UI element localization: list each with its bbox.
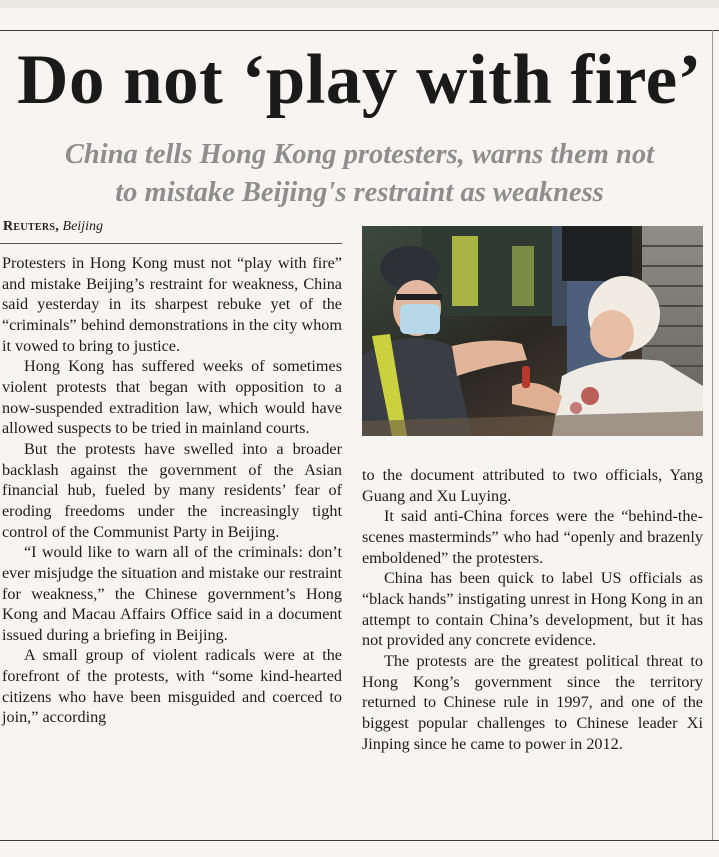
article-paragraph: The protests are the greatest political threat to Hong Kong’s government since the territory returned to Chinese rule in 1997, and one of the biggest popular challenges to Chinese leader Xi Jinping since he came to power in 2012. [362,651,703,753]
article-column-right [362,465,703,754]
article-paragraph: But the protests have swelled into a broader backlash against the government of the Asian financial hub, fueled by many residents’ fear of eroding freedoms under the increasingly tight control of the Communist Party in Beijing. [2,439,342,541]
top-rule [0,30,719,31]
headline: Do not ‘play with fire’ [17,41,702,119]
page-top-strip [0,0,719,8]
news-photo [362,226,703,436]
article-paragraph: A small group of violent radicals were at the forefront of the protests, with “some kind-hearted citizens who have been misguided and coerced to join,” according [2,646,342,727]
article-column-left [2,253,342,728]
byline-agency: Reuters, [3,219,60,234]
article-paragraph: Protesters in Hong Kong must not “play with fire” and mistake Beijing’s restraint for weakness, China said yesterday in its sharpest rebuke yet of the “criminals” behind demonstrations in the city whom it vowed to bring to justice. [2,254,342,355]
byline [3,218,103,236]
article-paragraph: It said anti-China forces were the “behind-the-scenes masterminds” who had “openly and brazenly emboldened” the protesters. [362,507,703,567]
subhead-line-2: to mistake Beijing's restraint as weakness [115,177,604,208]
article-paragraph: to the document attributed to two officials, Yang Guang and Xu Luying. [362,466,703,505]
photo-illustration [362,226,703,436]
bottom-rule [0,840,719,841]
byline-rule [0,243,342,244]
byline-place: Beijing [62,219,103,234]
subhead-line-1: China tells Hong Kong protesters, warns them not [64,139,655,170]
article-paragraph: Hong Kong has suffered weeks of sometimes violent protests that began with opposition to a now-suspended extradition law, which would have allowed suspects to be tried in mainland courts. [2,357,342,438]
article-paragraph: China has been quick to label US officials as “black hands” instigating unrest in Hong Kong in an attempt to contain China’s development, but it has not provided any concrete evidence. [362,569,703,650]
article-paragraph: “I would like to warn all of the criminals: don’t ever misjudge the situation and mistake our restraint for weakness,” the Chinese government’s Hong Kong and Macau Affairs Office said in a document issued during a briefing in Beijing. [2,543,342,644]
subheadline [0,136,719,212]
